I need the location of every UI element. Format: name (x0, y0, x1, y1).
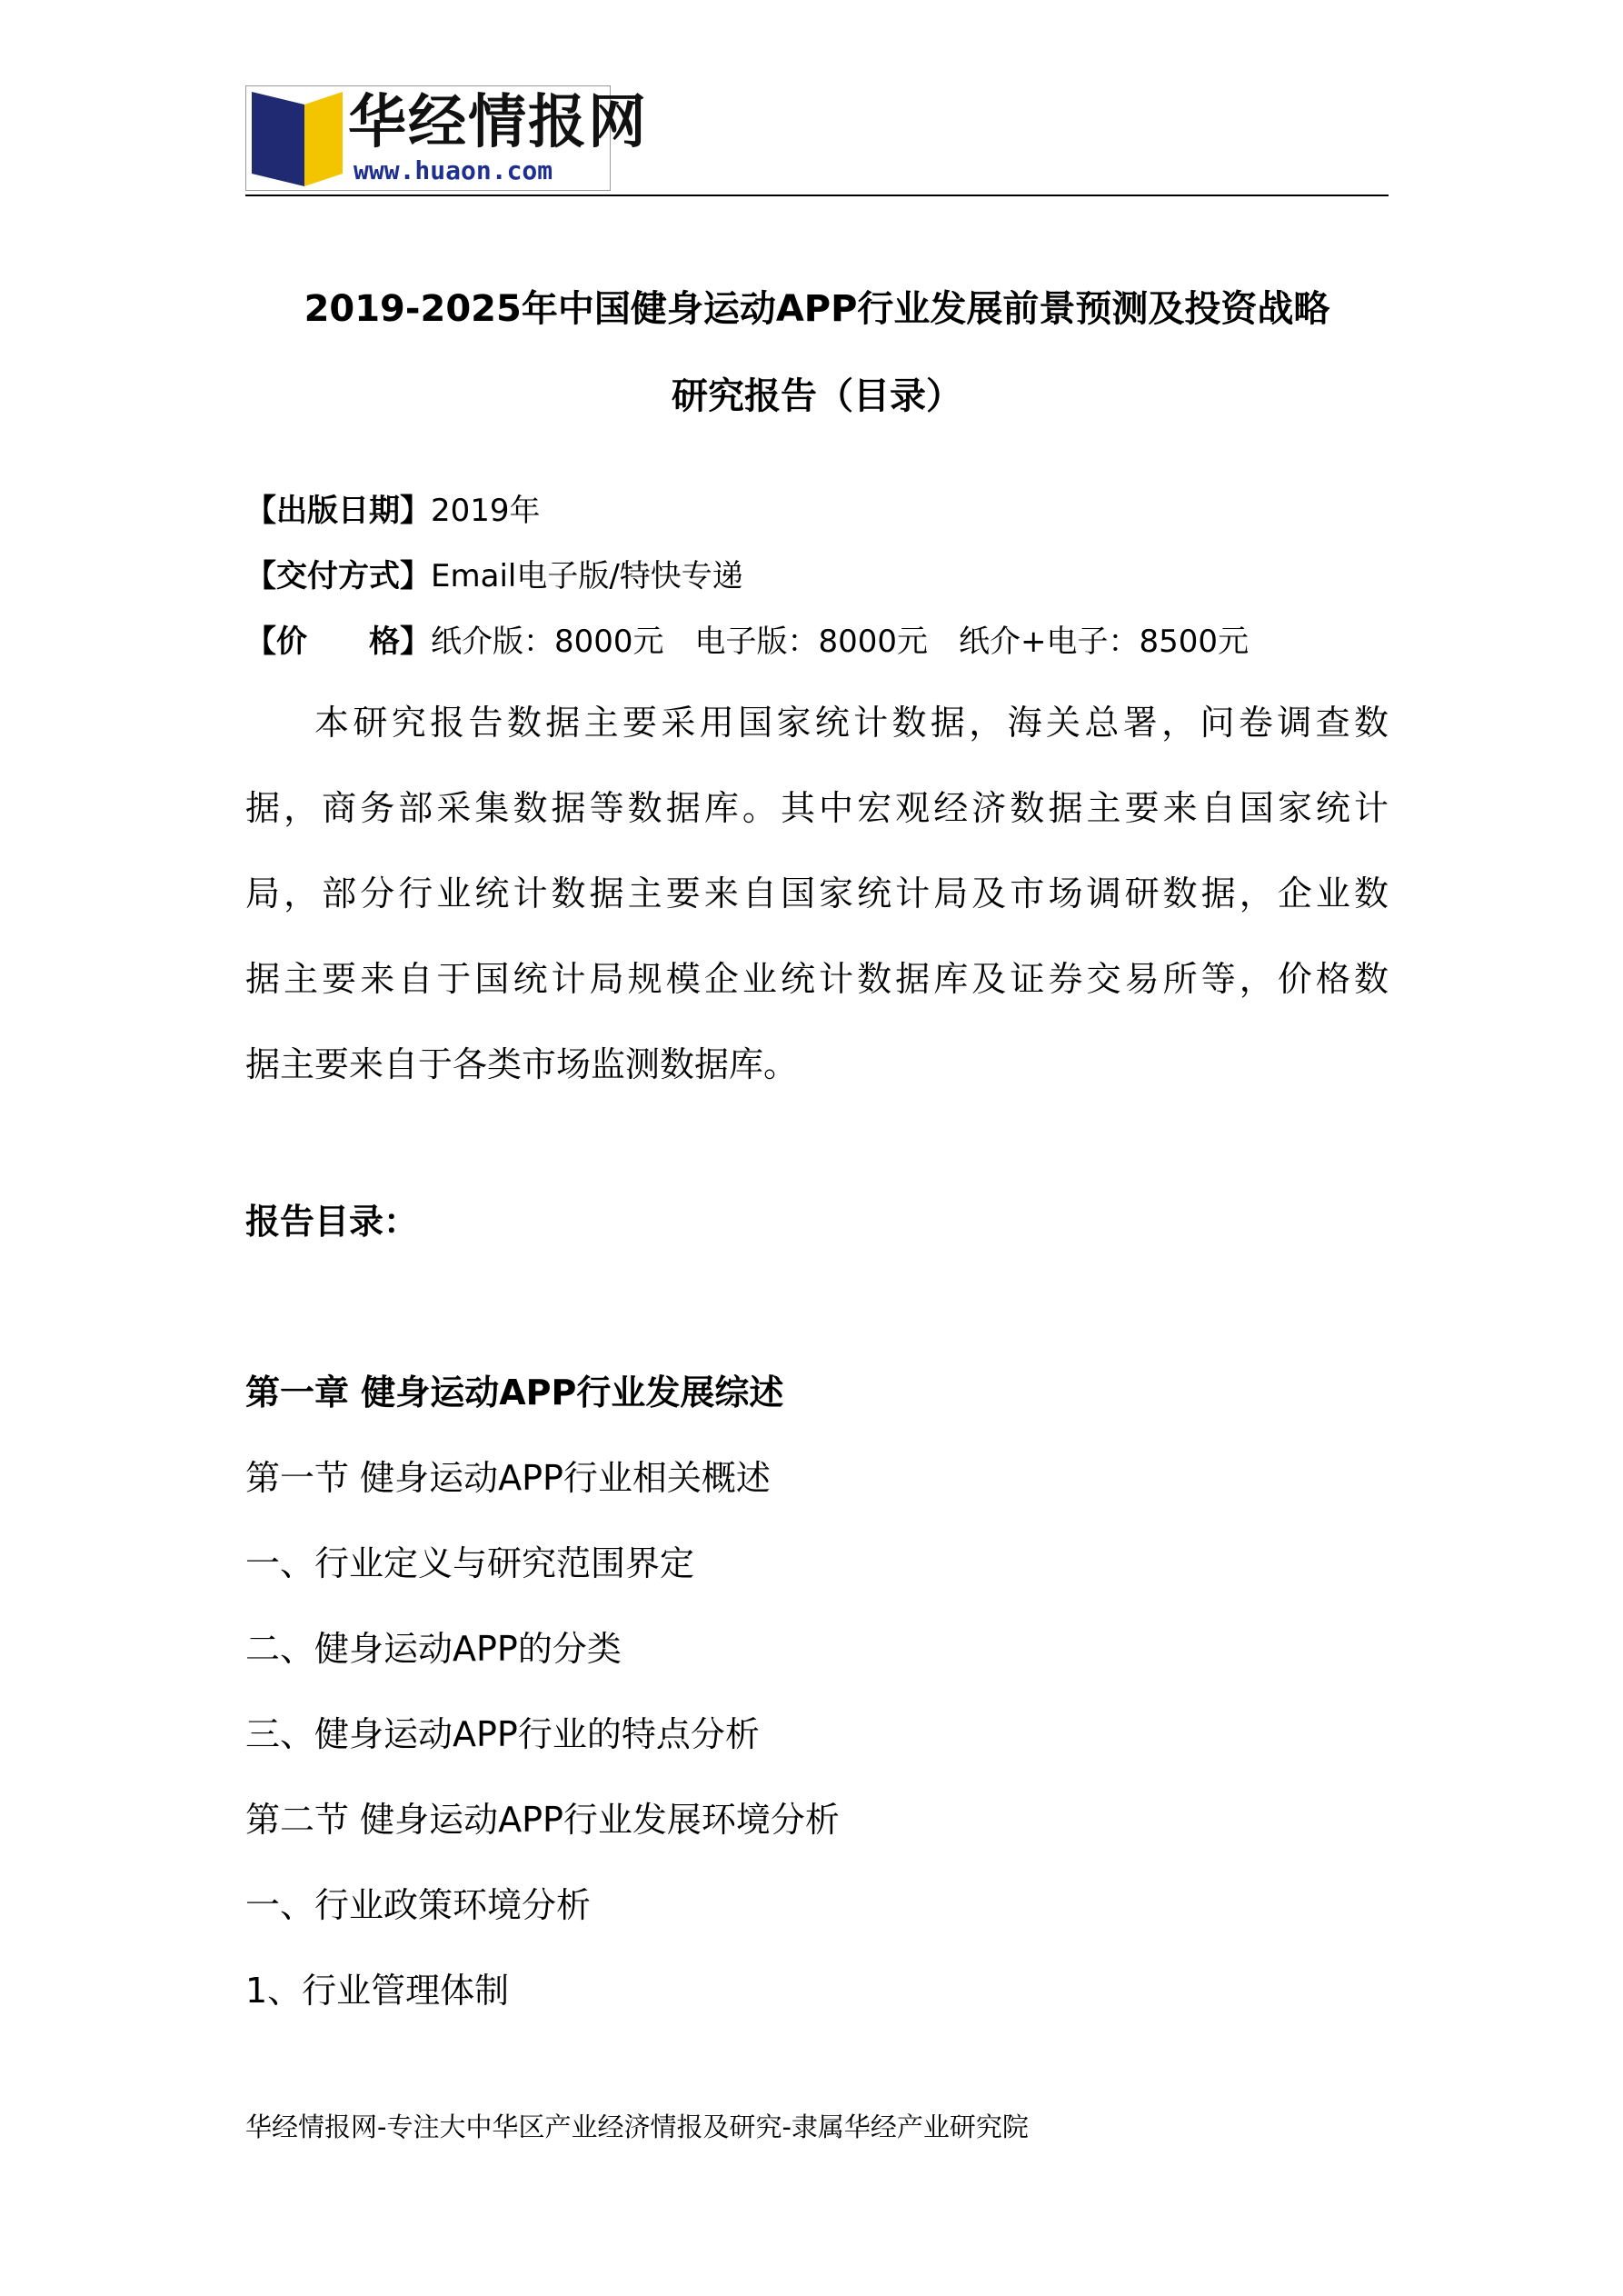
publish-date-value: 2019年 (431, 493, 541, 529)
toc-subsection: 二、健身运动APP的分类 (245, 1629, 622, 1669)
toc-heading: 报告目录： (245, 1202, 419, 1242)
intro-paragraph (245, 680, 1389, 1107)
report-title-line-2: 研究报告（目录） (672, 375, 962, 417)
logo-name: 华经情报网 (348, 89, 648, 156)
intro-line: 局，部分行业统计数据主要来自国家统计局及市场调研数据，企业数 (245, 873, 1389, 913)
site-logo[interactable] (245, 85, 648, 191)
toc-chapter: 第一章 健身运动APP行业发展综述 (245, 1373, 784, 1413)
page-footer: 华经情报网-专注大中华区产业经济情报及研究-隶属华经产业研究院 (245, 2111, 1029, 2142)
intro-line: 据主要来自于各类市场监测数据库。 (245, 1044, 799, 1084)
delivery-method-row (245, 556, 743, 596)
logo-mark-icon (252, 92, 343, 186)
price-row (245, 622, 1249, 662)
price-value: 纸介版：8000元 电子版：8000元 纸介+电子：8500元 (431, 624, 1250, 660)
report-title-line-1: 2019-2025年中国健身运动APP行业发展前景预测及投资战略 (304, 288, 1330, 330)
intro-line: 本研究报告数据主要采用国家统计数据，海关总署，问卷调查数 (314, 703, 1389, 743)
toc-section: 第二节 健身运动APP行业发展环境分析 (245, 1800, 840, 1840)
intro-line: 据，商务部采集数据等数据库。其中宏观经济数据主要来自国家统计 (245, 788, 1389, 828)
toc-subsection: 三、健身运动APP行业的特点分析 (245, 1714, 760, 1754)
intro-line: 据主要来自于国统计局规模企业统计数据库及证券交易所等，价格数 (245, 959, 1389, 999)
delivery-method-label: 【交付方式】 (245, 558, 431, 594)
publish-date-label: 【出版日期】 (245, 493, 431, 529)
price-label: 【价 格】 (245, 624, 431, 660)
toc-subsection: 一、行业政策环境分析 (245, 1885, 592, 1925)
header-divider (245, 195, 1389, 196)
publish-date-row (245, 491, 541, 531)
logo-url: www.huaon.com (353, 155, 553, 185)
delivery-method-value: Email电子版/特快专递 (431, 558, 743, 594)
toc-section: 第一节 健身运动APP行业相关概述 (245, 1458, 771, 1498)
toc-item: 1、行业管理体制 (245, 1971, 510, 2011)
toc-subsection: 一、行业定义与研究范围界定 (245, 1543, 695, 1583)
